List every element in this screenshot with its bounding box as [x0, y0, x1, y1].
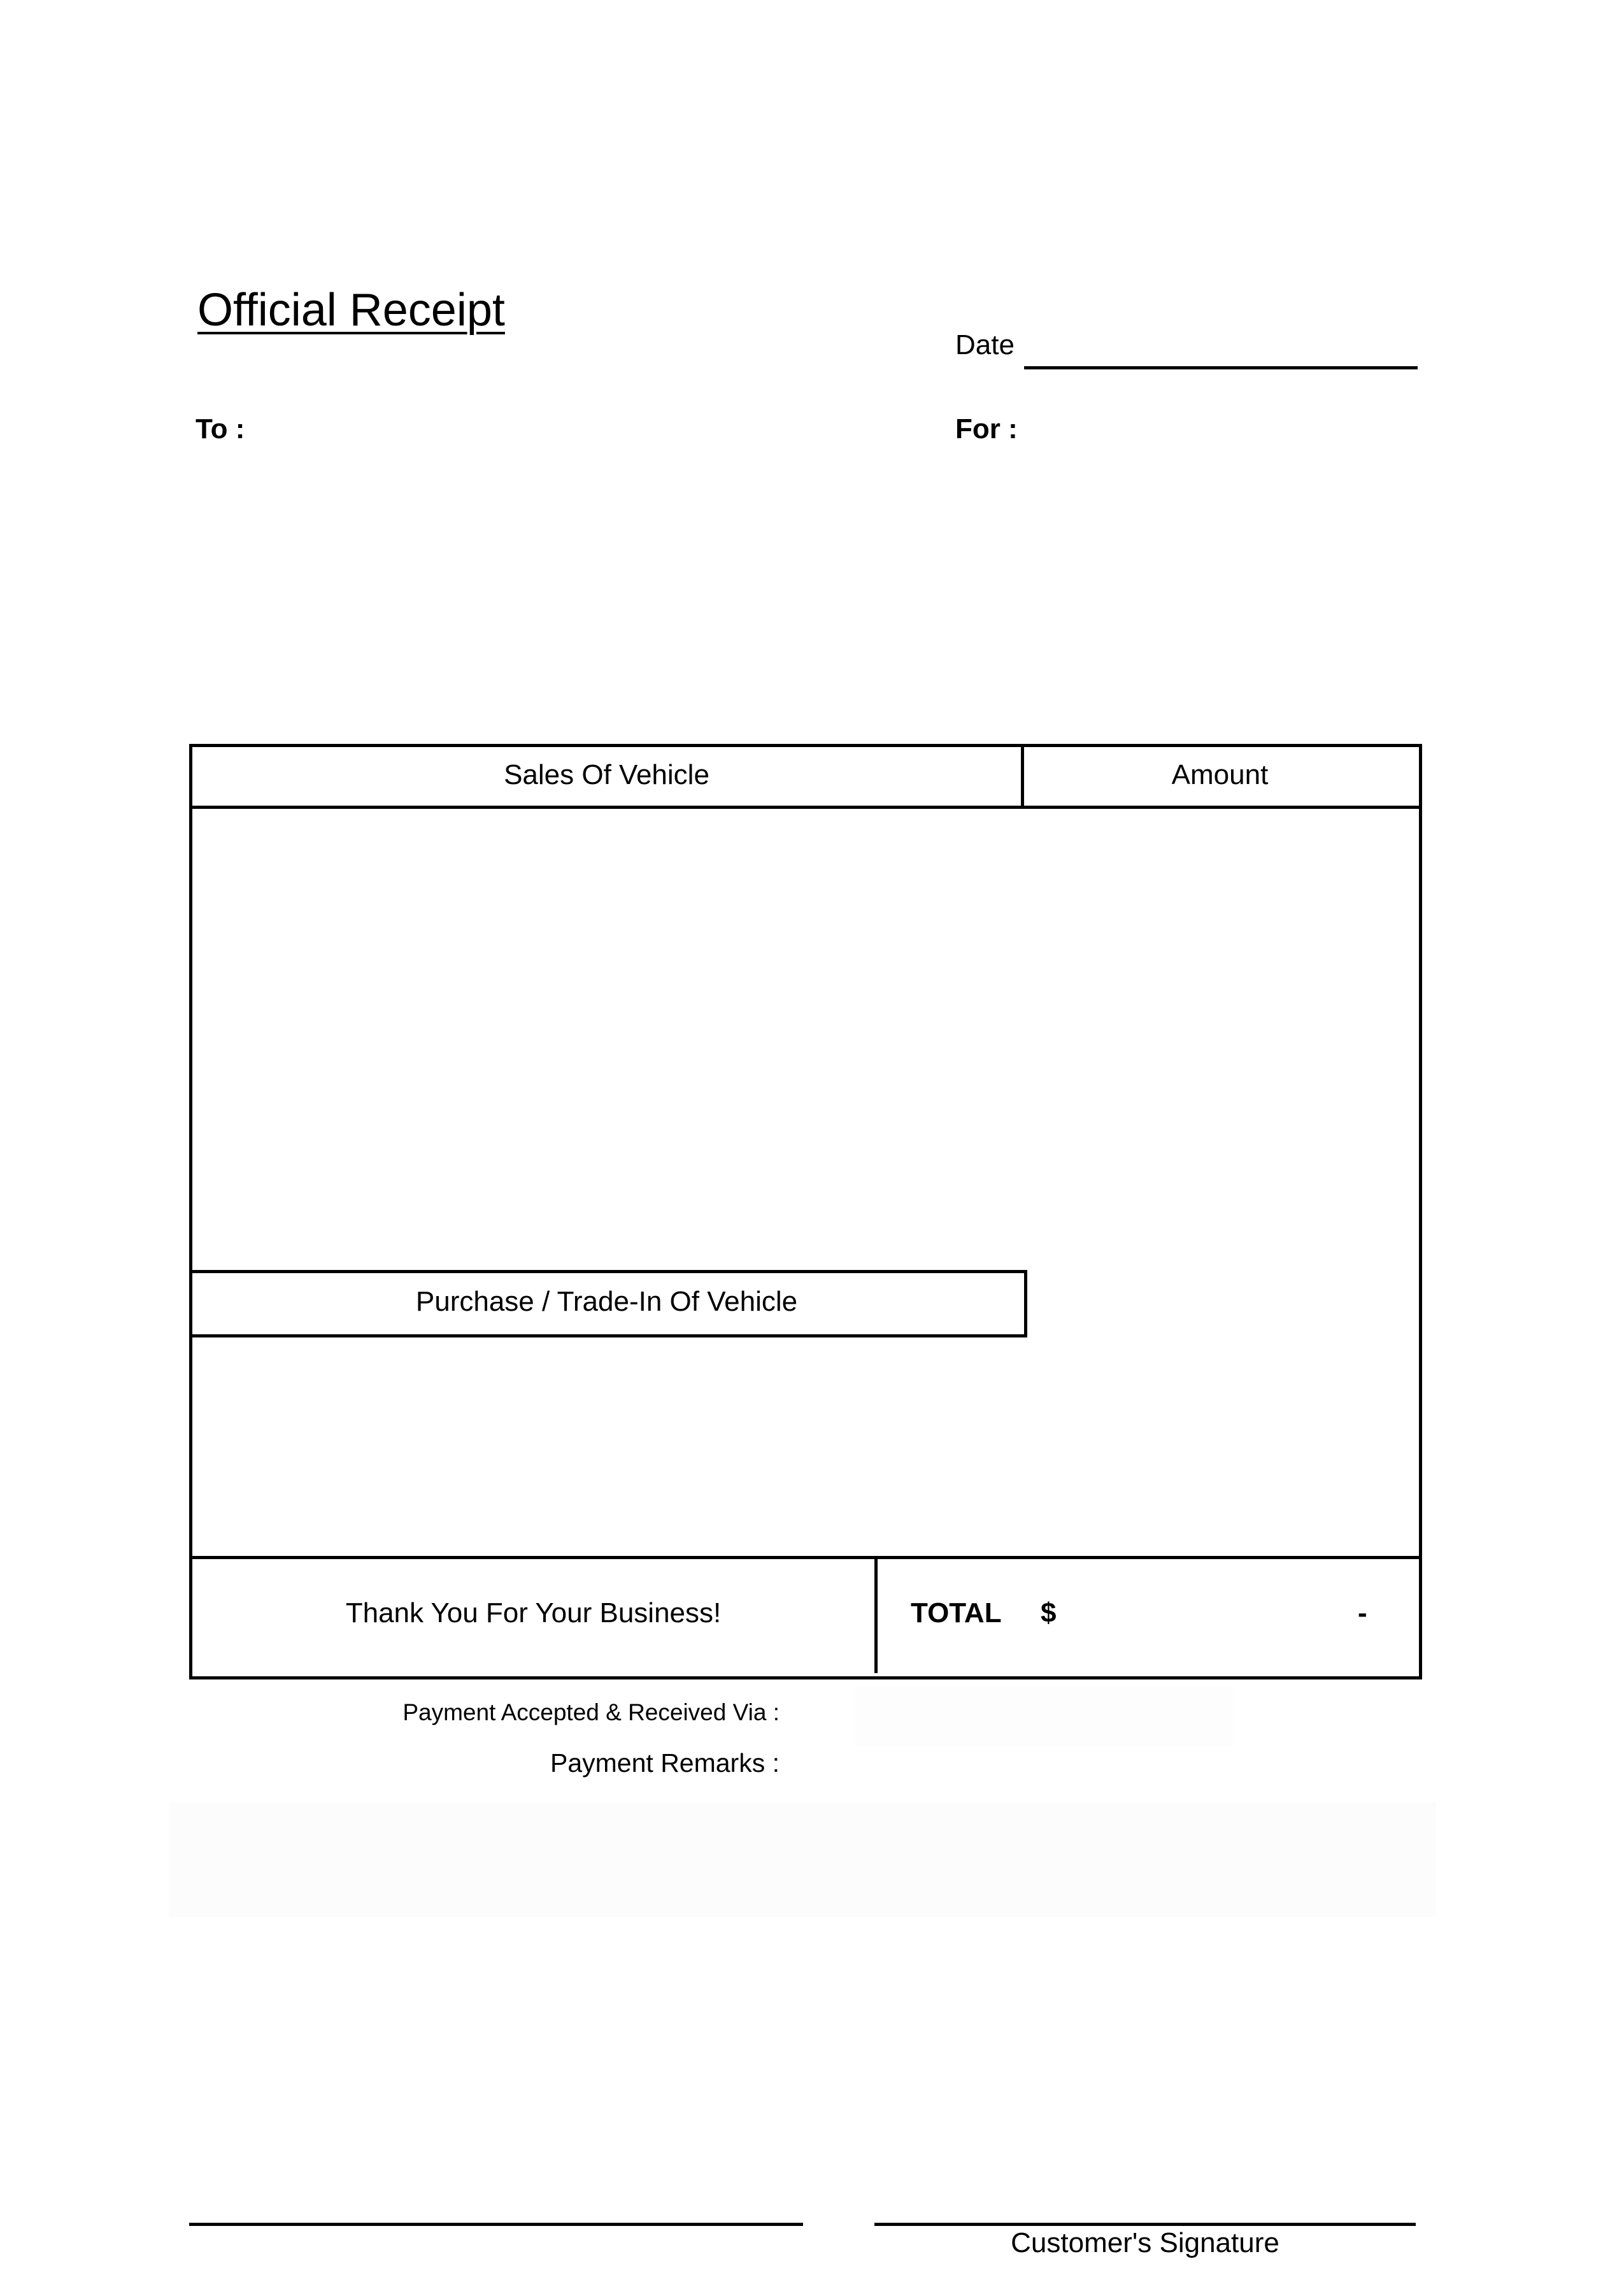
footer-row-divider: [189, 1556, 1422, 1559]
receipt-title: Official Receipt: [197, 285, 505, 336]
customer-signature-line[interactable]: [874, 2223, 1416, 2226]
payment-remarks-label: Payment Remarks :: [550, 1748, 780, 1778]
currency-symbol: $: [1041, 1597, 1057, 1629]
total-value: -: [1358, 1597, 1367, 1629]
thank-you-message: Thank You For Your Business!: [345, 1597, 722, 1629]
amount-header: Amount: [1171, 759, 1269, 790]
footer-column-divider: [874, 1556, 878, 1673]
authorized-signature-line[interactable]: [189, 2223, 803, 2226]
date-field-line[interactable]: [1024, 366, 1418, 369]
total-label: TOTAL: [911, 1597, 1002, 1629]
header-row-divider: [189, 806, 1422, 809]
trade-in-header: Purchase / Trade-In Of Vehicle: [415, 1286, 798, 1317]
to-label: To :: [196, 413, 245, 445]
payment-remarks-field[interactable]: [169, 1802, 1436, 1917]
for-label: For :: [955, 413, 1018, 445]
customer-signature-label: Customer's Signature: [1011, 2227, 1279, 2258]
sales-of-vehicle-header: Sales Of Vehicle: [504, 759, 709, 790]
payment-method-label: Payment Accepted & Received Via :: [402, 1699, 780, 1725]
receipt-table: [189, 744, 1422, 1679]
payment-method-field[interactable]: [855, 1686, 1234, 1746]
date-label: Date: [955, 329, 1015, 360]
